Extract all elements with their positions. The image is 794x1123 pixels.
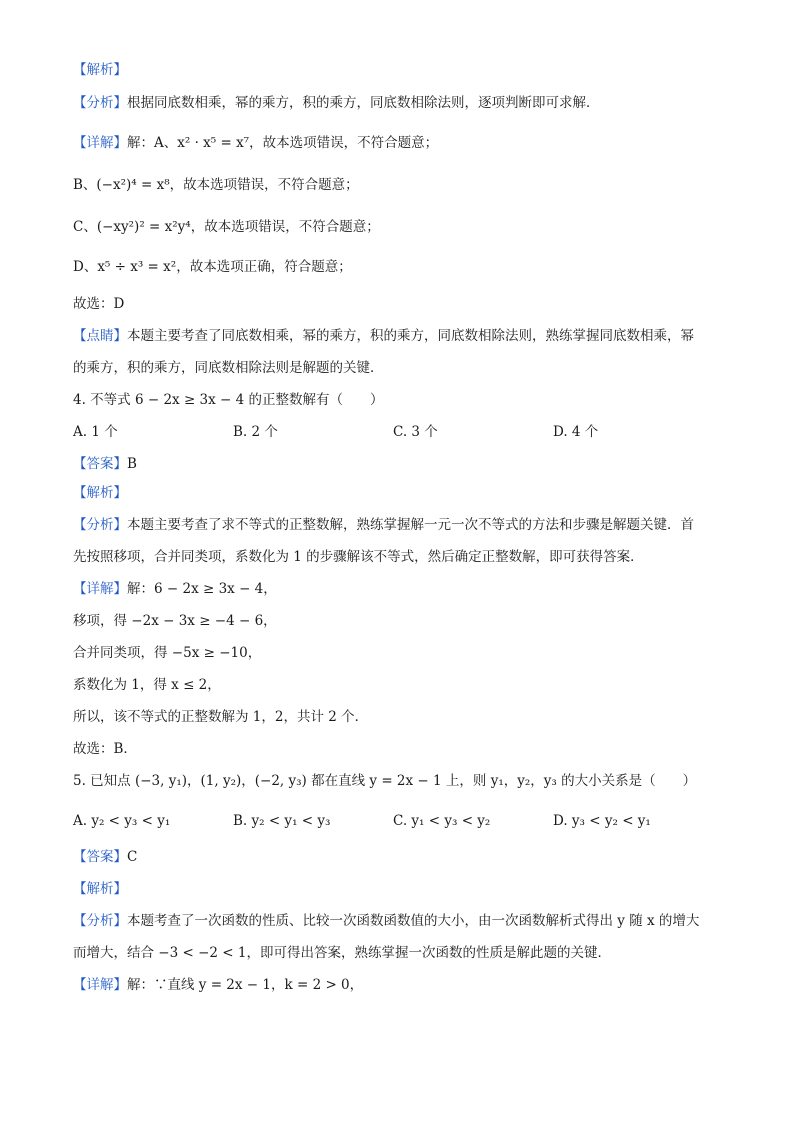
- tag-label: 【解析】: [73, 881, 127, 897]
- answer-line: [73, 456, 137, 473]
- tag-label: 【解析】: [73, 62, 127, 78]
- question-text: 4. 不等式 6 − 2x ≥ 3x − 4 的正整数解有（ ）: [73, 392, 384, 408]
- analysis-line-2: [73, 945, 611, 962]
- analysis-line: [73, 95, 600, 112]
- line-text: 先按照移项，合并同类项，系数化为 1 的步骤解该不等式，然后确定正整数解，即可获得答案．: [73, 549, 644, 565]
- detail-line-b: [73, 177, 359, 194]
- option-b: B. y₂ < y₁ < y₃: [233, 813, 331, 829]
- line-text: 故选：B．: [73, 741, 137, 757]
- line-text: 解：∵直线 y = 2x − 1，k = 2 > 0，: [127, 977, 364, 993]
- question-text: 5. 已知点 (−3, y₁)，(1, y₂)，(−2, y₃) 都在直线 y = 2x − 1 上，则 y₁，y₂，y₃ 的大小关系是（ ）: [73, 773, 697, 789]
- detail-line-c: [73, 219, 380, 236]
- tag-label: 【详解】: [73, 977, 127, 993]
- line-text: 故选：D: [73, 296, 125, 312]
- line-text: 而增大，结合 −3 < −2 < 1，即可得出答案，熟练掌握一次函数的性质是解此题的关键．: [73, 945, 611, 961]
- tag-label: 【答案】: [73, 456, 127, 472]
- step-line: [73, 613, 277, 630]
- section-analysis: [73, 62, 127, 79]
- answer-line: [73, 849, 137, 866]
- line-text: B、(−x²)⁴ = x⁸，故本选项错误，不符合题意；: [73, 177, 359, 193]
- line-text: 的乘方，积的乘方，同底数相除法则是解题的关键．: [73, 360, 384, 376]
- detail-line: [73, 135, 438, 152]
- line-text: 合并同类项，得 −5x ≥ −10，: [73, 645, 262, 661]
- line-text: 本题主要考查了求不等式的正整数解，熟练掌握解一元一次不等式的方法和步骤是解题关键．首: [127, 517, 694, 533]
- tag-label: 【详解】: [73, 581, 127, 597]
- comment-line-2: [73, 360, 384, 377]
- q5-options: [73, 813, 673, 830]
- analysis-line: [73, 913, 699, 930]
- option-c: C. y₁ < y₃ < y₂: [393, 813, 491, 829]
- answer-text: C: [127, 849, 138, 865]
- choice-line: [73, 741, 137, 758]
- line-text: 解：A、x² · x⁵ = x⁷，故本选项错误，不符合题意；: [127, 135, 439, 151]
- detail-line: [73, 581, 277, 598]
- comment-line: [73, 328, 694, 345]
- line-text: C、(−xy²)² = x²y⁴，故本选项错误，不符合题意；: [73, 219, 380, 235]
- step-line: [73, 709, 368, 726]
- line-text: 解：6 − 2x ≥ 3x − 4，: [127, 581, 277, 597]
- option-a: A. y₂ < y₃ < y₁: [73, 813, 171, 829]
- step-line: [73, 645, 261, 662]
- question-5: [73, 773, 696, 790]
- option-d: D. y₃ < y₂ < y₁: [553, 813, 651, 829]
- tag-label: 【答案】: [73, 849, 127, 865]
- line-text: 根据同底数相乘，幂的乘方，积的乘方，同底数相除法则，逐项判断即可求解．: [127, 95, 600, 111]
- section-analysis: [73, 485, 127, 502]
- choice-line: [73, 296, 124, 313]
- section-analysis: [73, 881, 127, 898]
- question-4: [73, 392, 384, 409]
- option-a: A. 1 个: [73, 424, 118, 440]
- tag-label: 【分析】: [73, 913, 127, 929]
- line-text: 移项，得 −2x − 3x ≥ −4 − 6，: [73, 613, 277, 629]
- line-text: 系数化为 1，得 x ≤ 2，: [73, 677, 221, 693]
- line-text: 本题考查了一次函数的性质、比较一次函数函数值的大小，由一次函数解析式得出 y 随 x 的增大: [127, 913, 700, 929]
- step-line: [73, 677, 221, 694]
- tag-label: 【详解】: [73, 135, 127, 151]
- tag-label: 【解析】: [73, 485, 127, 501]
- analysis-line: [73, 517, 694, 534]
- line-text: D、x⁵ ÷ x³ = x²，故本选项正确，符合题意；: [73, 259, 352, 275]
- option-d: D. 4 个: [553, 424, 599, 440]
- line-text: 所以，该不等式的正整数解为 1，2，共计 2 个．: [73, 709, 369, 725]
- detail-line: [73, 977, 363, 994]
- tag-label: 【分析】: [73, 517, 127, 533]
- q4-options: [73, 424, 673, 441]
- analysis-line-2: [73, 549, 644, 566]
- detail-line-d: [73, 259, 352, 276]
- answer-text: B: [127, 456, 137, 472]
- tag-label: 【点睛】: [73, 328, 127, 344]
- tag-label: 【分析】: [73, 95, 127, 111]
- option-c: C. 3 个: [393, 424, 438, 440]
- option-b: B. 2 个: [233, 424, 278, 440]
- line-text: 本题主要考查了同底数相乘，幂的乘方，积的乘方，同底数相除法则，熟练掌握同底数相乘，幂: [127, 328, 694, 344]
